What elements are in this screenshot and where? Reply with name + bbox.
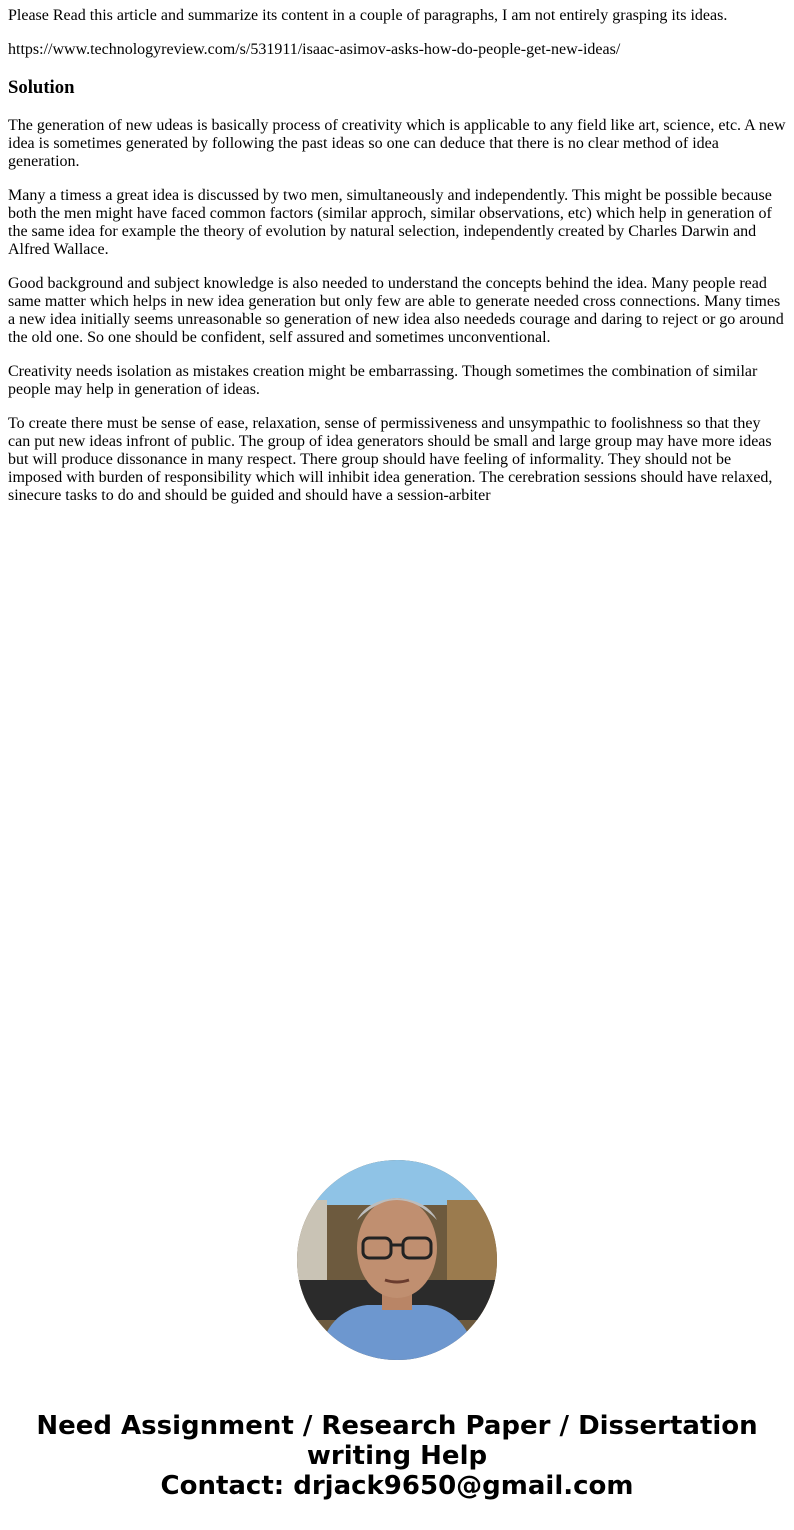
- solution-paragraph: The generation of new udeas is basically process of creativity which is applicable to any field like art, science, etc. A new idea is sometimes generated by following the past ideas so one can deduce that there is no clear method of idea generation.: [8, 117, 786, 170]
- solution-paragraph: Good background and subject knowledge is also needed to understand the concepts behind the idea. Many people read same matter which helps in new idea generation but only few are able to generate needed cross connections. Many times a new idea initially seems unreasonable so generation of new idea also neededs courage and daring to reject or go around the old one. So one should be confident, self assured and sometimes unconventional.: [8, 275, 784, 346]
- promo-footer: [0, 1411, 794, 1501]
- contact-email: Contact: drjack9650@gmail.com: [160, 1471, 634, 1501]
- document: [0, 7, 794, 505]
- solution-paragraph: Creativity needs isolation as mistakes creation might be embarrassing. Though sometimes the combination of similar people may help in generation of ideas.: [8, 363, 758, 398]
- promo-text: Need Assignment / Research Paper / Dissertation writing Help: [36, 1411, 758, 1471]
- article-url: https://www.technologyreview.com/s/531911/isaac-asimov-asks-how-do-people-get-new-ideas/: [8, 41, 621, 58]
- solution-heading: Solution: [8, 77, 75, 98]
- solution-paragraph: Many a timess a great idea is discussed by two men, simultaneously and independently. This might be possible because both the men might have faced common factors (similar approch, similar observations, etc) which help in generation of the same idea for example the theory of evolution by natural selection, independently created by Charles Darwin and Alfred Wallace.: [8, 187, 772, 258]
- solution-paragraph: To create there must be sense of ease, relaxation, sense of permissiveness and unsympathic to foolishness so that they can put new ideas infront of public. The group of idea generators should be small and large group may have more ideas but will produce dissonance in many respect. There group should have feeling of informality. They should not be imposed with burden of responsibility which will inhibit idea generation. The cerebration sessions should have relaxed, sinecure tasks to do and should be guided and should have a session-arbiter: [8, 415, 773, 504]
- question-prompt: Please Read this article and summarize its content in a couple of paragraphs, I am not entirely grasping its ideas.: [8, 7, 728, 24]
- author-photo: [297, 1160, 497, 1360]
